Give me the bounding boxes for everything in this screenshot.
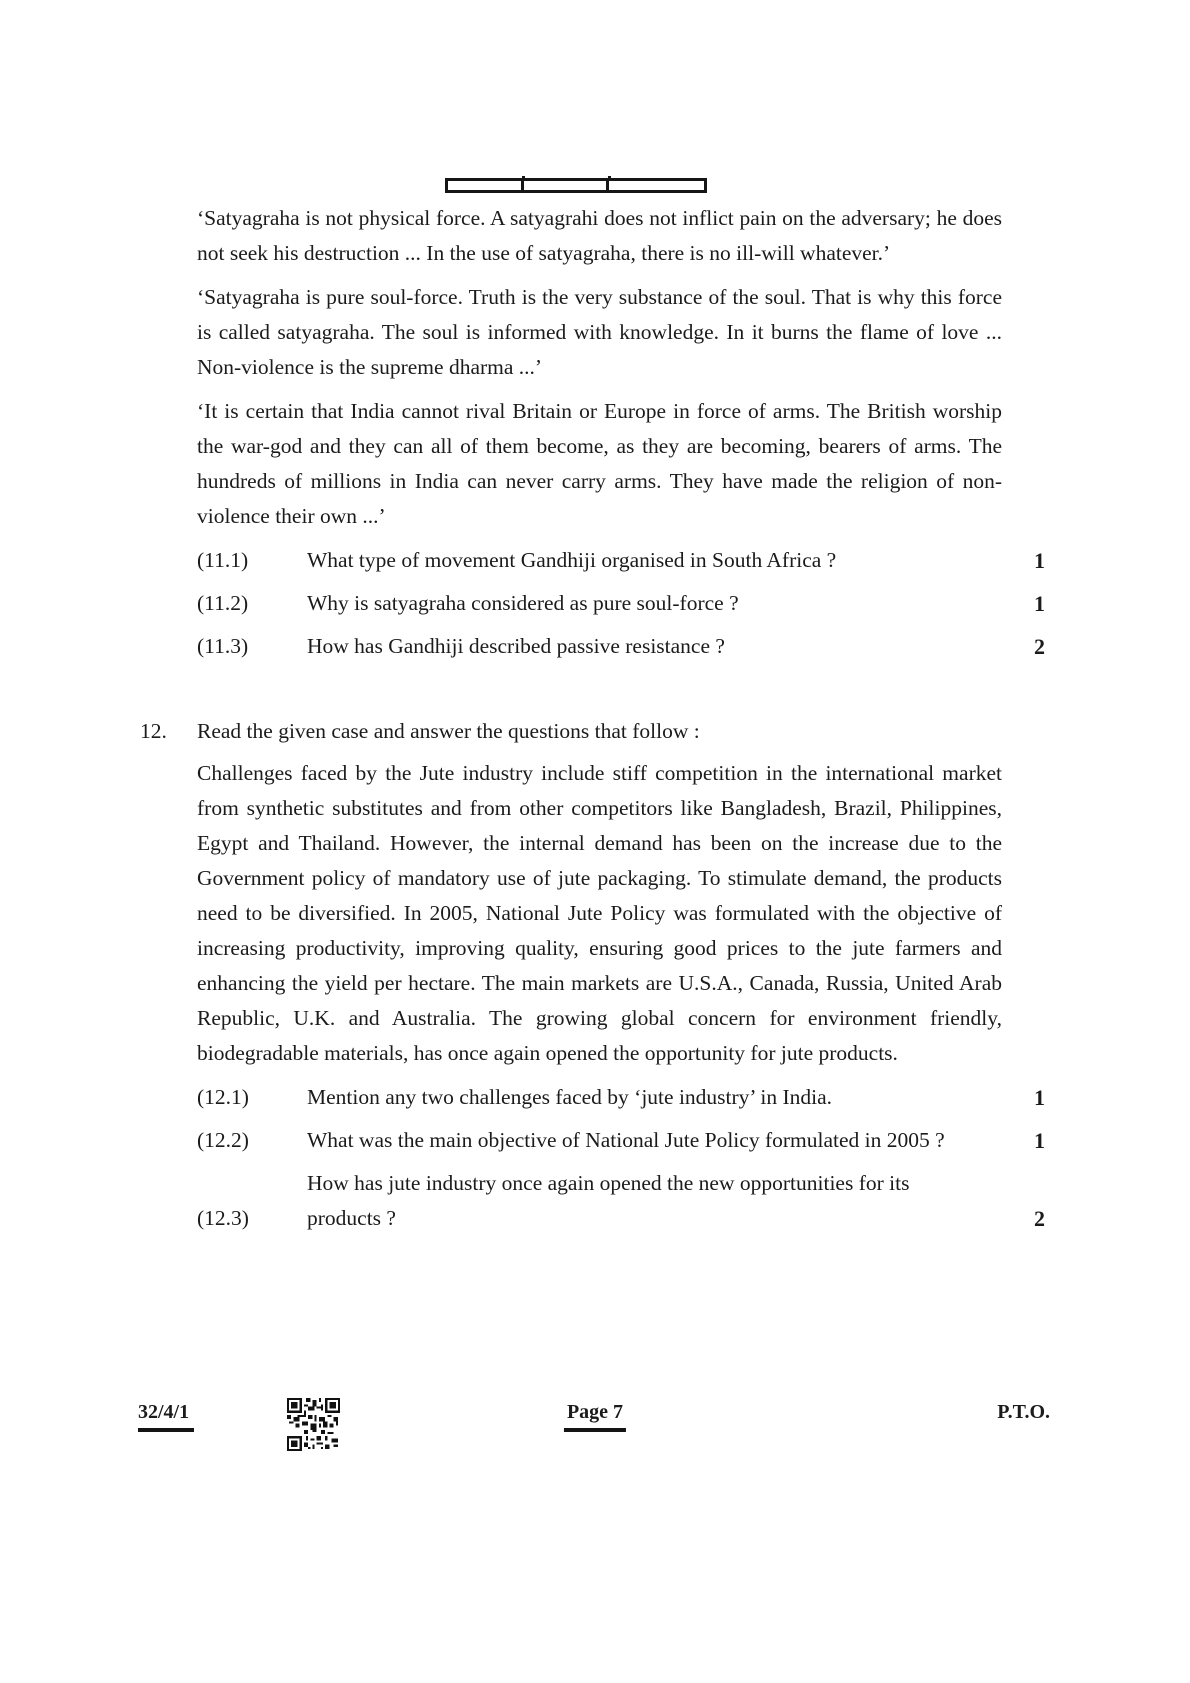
question-marks: 2 [1034,634,1045,659]
question-text: What was the main objective of National Jute Policy formulated in 2005 ? [307,1128,945,1152]
bar-cell [609,181,704,190]
question-number: (11.2) [197,591,249,615]
question-row-12-2 [197,1123,1045,1158]
question-12-subquestions [197,1080,1045,1236]
case-study-paragraph: Challenges faced by the Jute industry include stiff competition in the international market from synthetic substitutes and from other competitors like Bangladesh, Brazil, Philippines, Egypt and Thailand. However, the internal demand has been on the increase due to the Government policy of mandatory use of jute packaging. To stimulate demand, the products need to be diversified. In 2005, National Jute Policy was formulated with the objective of increasing productivity, improving quality, ensuring good prices to the jute farmers and enhancing the yield per hectare. The main markets are U.S.A., Canada, Russia, United Arab Republic, U.K. and Australia. The growing global concern for environment friendly, biodegradable materials, has once again opened the opportunity for jute products. [197,761,1002,1065]
question-number: (11.1) [197,548,249,572]
question-text: Mention any two challenges faced by ‘jute industry’ in India. [307,1085,833,1109]
bar-tick [608,176,611,181]
question-marks: 2 [1034,1206,1045,1231]
passage-paragraph: ‘Satyagraha is pure soul-force. Truth is the very substance of the soul. That is why this force is called satyagraha. The soul is informed with knowledge. In it burns the flame of love ... Non-violence is the supreme dharma ...’ [197,285,1002,379]
question-number: (12.2) [197,1128,249,1152]
question-12-block [140,714,1045,1236]
paper-code: 32/4/1 [138,1400,194,1432]
pto-label: P.T.O. [997,1401,1050,1423]
question-marks: 1 [1034,1128,1045,1153]
question-marks: 1 [1034,591,1045,616]
question-row-12-3 [197,1166,1045,1236]
question-text: Why is satyagraha considered as pure soul-force ? [307,591,739,615]
qr-code-icon [287,1398,340,1451]
bar-cell [524,181,610,190]
page-footer [0,1398,1190,1478]
header-divided-bar [445,178,707,193]
question-number: (11.3) [197,634,249,658]
question-12-number: 12. [140,719,167,743]
question-number: (12.1) [197,1085,249,1109]
question-row-12-1 [197,1080,1045,1115]
question-text: How has jute industry once again opened the new opportunities for its products ? [307,1171,910,1230]
question-text: How has Gandhiji described passive resistance ? [307,634,725,658]
question-marks: 1 [1034,548,1045,573]
question-row-11-1 [197,543,1045,578]
bar-tick [522,176,525,181]
question-row-11-2 [197,586,1045,621]
question-12-instruction: Read the given case and answer the questions that follow : [197,719,700,743]
page-number-label: Page 7 [564,1400,626,1432]
question-row-11-3 [197,629,1045,664]
bar-cell [448,181,524,190]
content-column [140,201,1045,1236]
question-marks: 1 [1034,1085,1045,1110]
question-number: (12.3) [197,1206,249,1230]
passage-paragraph: ‘Satyagraha is not physical force. A satyagrahi does not inflict pain on the adversary; he does not seek his destruction ... In the use of satyagraha, there is no ill-will whatever.’ [197,206,1002,265]
passage-paragraph: ‘It is certain that India cannot rival Britain or Europe in force of arms. The British worship the war-god and they can all of them become, as they are becoming, bearers of arms. The hundreds of millions in India can never carry arms. They have made the religion of non-violence their own ...’ [197,399,1002,528]
question-text: What type of movement Gandhiji organised in South Africa ? [307,548,837,572]
